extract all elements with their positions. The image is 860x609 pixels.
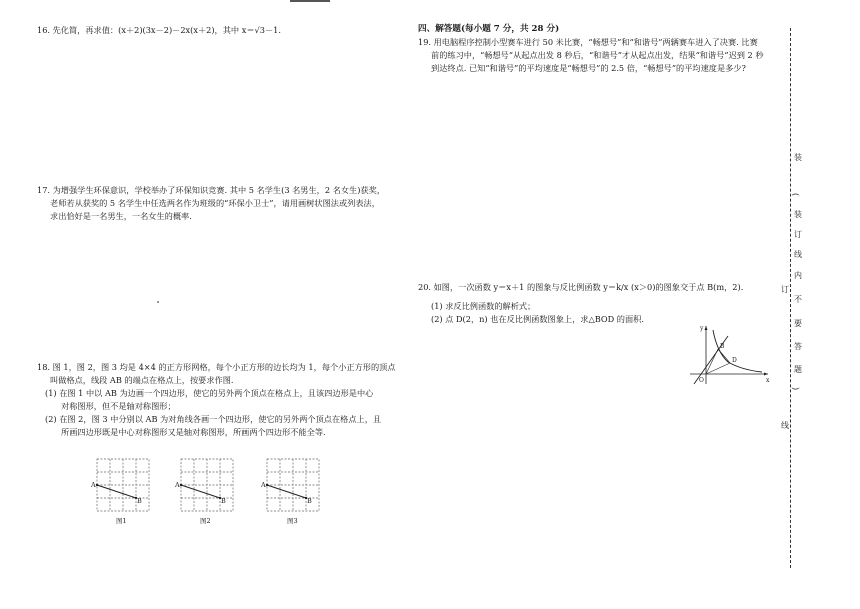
question-18-part-2: (2) 在图 2，图 3 中分别以 AB 为对角线各画一个四边形，使它的另外两个顶点在格点上，且: [45, 414, 382, 424]
inverse-function-curve: [713, 330, 762, 372]
top-mark: [290, 0, 330, 2]
binding-dashed-line: [790, 28, 791, 568]
segment-bd: [718, 349, 730, 363]
binding-char: ): [791, 386, 801, 391]
question-17-line-3: 求出恰好是一名男生，一名女生的概率.: [50, 211, 192, 221]
question-18-part-1-cont: 对称图形，但不是轴对称图形；: [61, 401, 176, 411]
question-19-line-1: 19. 用电脑程序控制小型赛车进行 50 米比赛，“畅想号”和“和谐号”两辆赛车进入了决赛. 比赛: [418, 37, 758, 47]
question-16: [37, 24, 281, 37]
function-graph: [686, 322, 772, 386]
figure-2-caption: 图2: [200, 517, 211, 525]
binding-char: 线: [781, 421, 789, 430]
point-b-label: B: [221, 497, 226, 505]
x-axis-label: x: [766, 377, 770, 384]
segment-ab: [267, 485, 306, 498]
binding-char: 要: [794, 319, 802, 328]
binding-char: 装: [794, 153, 802, 162]
binding-char: (: [791, 192, 801, 197]
y-axis-label: y: [700, 325, 704, 332]
question-18-part-1: (1) 在图 1 中以 AB 为边画一个四边形，使它的另外两个顶点在格点上，且该四边形是中心: [45, 388, 374, 398]
segment-ab: [97, 485, 136, 498]
question-16-text: 16. 先化简，再求值：(x＋2)(3x－2)－2x(x＋2)，其中 x＝√3－1.: [37, 25, 281, 35]
segment-od: [706, 363, 730, 374]
point-b-label: B: [307, 497, 312, 505]
question-20: [418, 281, 743, 326]
grid-figure-2: [178, 456, 236, 514]
question-18-part-2-cont: 所画四边形既是中心对称图形又是轴对称图形，所画两个四边形不能全等.: [61, 427, 326, 437]
question-18-line-2: 叫做格点，线段 AB 的端点在格点上，按要求作图.: [50, 375, 234, 385]
point-a-label: A: [175, 481, 180, 489]
section-heading: 四、解答题(每小题 7 分，共 28 分): [418, 24, 560, 34]
figure-1-caption: 图1: [116, 517, 127, 525]
question-18: [37, 361, 396, 439]
point-a-label: A: [91, 481, 96, 489]
grid-figure-3: [264, 456, 322, 514]
binding-char: 不: [794, 295, 802, 304]
figure-3-caption: 图3: [287, 517, 298, 525]
segment-ob: [706, 349, 718, 374]
scan-speck: [157, 301, 159, 303]
question-20-text: 20. 如图，一次函数 y＝x＋1 的图象与反比例函数 y＝k/x (x＞0)的图象交于点 B(m，2).: [418, 282, 744, 292]
binding-char: 线: [794, 250, 802, 259]
binding-char: 订: [781, 285, 789, 294]
binding-char: 订: [794, 230, 802, 239]
point-b-label: B: [137, 497, 142, 505]
question-18-line-1: 18. 图 1，图 2，图 3 均是 4×4 的正方形网格，每个小正方形的边长均为 1，每个小正方形的顶点: [37, 362, 396, 372]
binding-char: 题: [794, 365, 802, 374]
point-a-label: A: [261, 481, 266, 489]
point-d-label: D: [732, 357, 737, 364]
question-17-line-2: 老师若从获奖的 5 名学生中任选两名作为班级的“环保小卫士”，请用画树状图法或列表法，: [50, 198, 380, 208]
question-19: [418, 36, 764, 75]
question-20-part-1: (1) 求反比例函数的解析式；: [431, 301, 536, 311]
segment-ab: [181, 485, 220, 498]
binding-char: 装: [794, 210, 802, 219]
question-17: [37, 184, 385, 223]
binding-char: 内: [794, 271, 802, 280]
question-19-line-2: 前的练习中，“畅想号”从起点出发 8 秒后，“和谐号”才从起点出发，结果“和谐号”迟到 2 秒: [431, 50, 764, 60]
binding-char: 答: [794, 342, 802, 351]
origin-label: O: [699, 377, 704, 384]
point-b-label: B: [720, 343, 725, 350]
question-17-line-1: 17. 为增强学生环保意识，学校举办了环保知识竞赛. 其中 5 名学生(3 名男生，2 名女生)获奖，: [37, 185, 386, 195]
question-19-line-3: 到达终点. 已知“和谐号”的平均速度是“畅想号”的 2.5 倍，“畅想号”的平均速度是多少?: [431, 63, 746, 73]
question-20-part-2: (2) 点 D(2，n) 也在反比例函数图象上，求△BOD 的面积.: [431, 314, 644, 324]
grid-figure-1: [94, 456, 152, 514]
